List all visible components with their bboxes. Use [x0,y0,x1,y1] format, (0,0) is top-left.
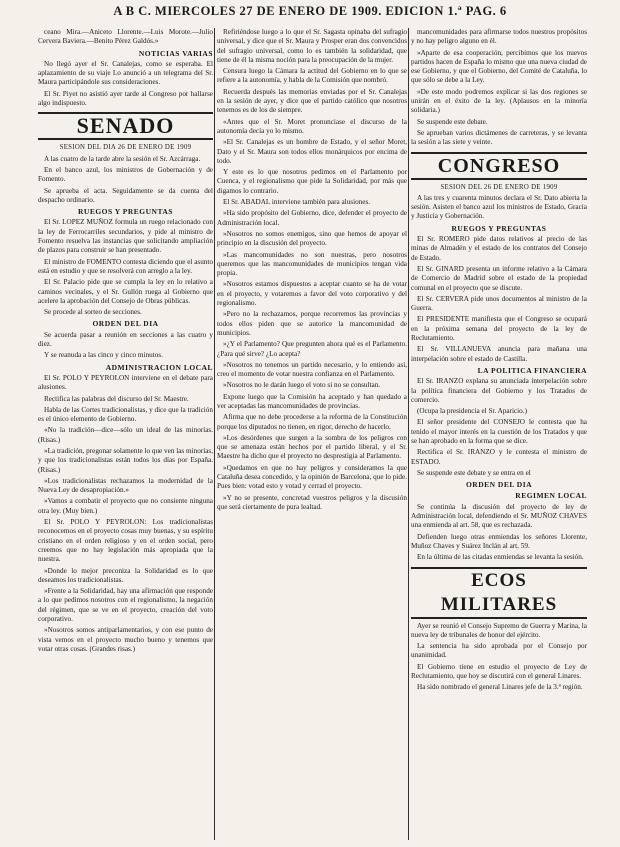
debate-paragraph: Y este es lo que nosotros pedimos en el Parlamento por Cuenca, y el regionalismo que pide la Solidaridad, por más que digamos lo contrario. [217,168,407,195]
ruegos-paragraph: El PRESIDENTE manifiesta que el Congreso se ocupará en la próxima semana del proyecto de la ley de Reclutamiento. [411,315,587,343]
debate-paragraph: El Sr. ABADAL interviene también para alusiones. [223,198,371,207]
debate-paragraph: »El Sr. Canalejas es un hombre de Estado, y el señor Moret, Dato y el Sr. Maura son todos ellos monárquicos por encima de todo. [217,138,407,165]
administracion-local-heading: ADMINISTRACION LOCAL [105,362,213,372]
admin-paragraph: Habla de las Cortes tradicionalistas, y dice que la tradición es el único elemento de Gobierno. [38,405,213,424]
debate-paragraph: Afirma que no debe procederse a la reforma de la Constitución porque los diputados no tienen, en rigor, derecho de hacerlo. [217,413,407,431]
politica-paragraph: Se suspende este debate y se entra en el [417,468,531,477]
admin-paragraph: »La tradición, pregonar solamente lo que ven las minorías, y que los tradicionalistas están todos los días por España. (Risas.) [38,446,213,474]
senado-title: SENADO [38,112,213,140]
orden-paragraph: Y se reanuda a las cinco y cinco minutos. [44,351,163,360]
debate-paragraph: Expone luego que la Comisión ha aceptado y han quedado a ver aceptadas las mancomunidades de provincias. [217,392,407,410]
admin-paragraph: »Frente a la Solidaridad, hay una afirmación que responde a lo que pedimos nosotros con el regionalismo, la negación del régimen, que se ve en el proyecto, creación del voto corporativo. [38,587,213,624]
debate-paragraph: Censura luego la Cámara la actitud del Gobierno en lo que se refiere a la autonomía, y habla de la Comisión que nombró. [217,67,407,85]
noticia-paragraph: No llegó ayer el Sr. Canalejas, como se esperaba. El aplazamiento de su viaje Lo anunció a un telegrama del Sr. Maura participándole sus consideraciones. [38,59,213,87]
intro-paragraph: ceano Mira.—Aniceto Llorente.—Luis Morote.—Julio Cervera Baviera.—Benito Pérez Galdós.» [38,28,213,46]
column-right [411,28,587,840]
page-header-title: A B C. MIERCOLES 27 DE ENERO DE 1909. EDICION 1.ª PAG. 6 [113,4,507,18]
debate-paragraph: »¿Y el Parlamento? Que pregunten ahora qué es el Parlamento. ¿Para qué sirve? ¿Lo acepta? [217,340,407,358]
admin-paragraph: El Sr. POLO Y PEYROLON interviene en el debate para alusiones. [38,373,213,392]
senado-dateline: SESION DEL DIA 26 DE ENERO DE 1909 [59,144,192,152]
regimen-paragraph: Defienden luego otras enmiendas los señores Llorente, Muñoz Chaves y Suárez Inclán al art. 59. [411,532,587,550]
debate-paragraph: »Y no se presente, concretad vuestros peligros y la discusión que será ciertamente de pura lealtad. [217,493,407,511]
ruegos-heading: RUEGOS Y PREGUNTAS [78,207,173,217]
congreso-paragraph: A las tres y cuarenta minutos declara el Sr. Dato abierta la sesión. Asisten el banco azul los ministros de Estado, Gracia y Justicia y Gobernación. [411,193,587,221]
column-divider [214,28,215,840]
politica-paragraph: El Sr. IRANZO explana su anunciada interpelación sobre la política financiera del Gobierno y los Tratados de comercio. [411,377,587,404]
admin-paragraph: »Los tradicionalistas rechazamos la modernidad de la Nueva Ley de desapropiación.» [38,476,213,495]
admin-paragraph: «No la tradición—dice—sólo un ideal de las minorías. (Risas.) [38,426,213,444]
congreso-title: CONGRESO [411,152,587,180]
ruegos-heading: RUEGOS Y PREGUNTAS [451,223,547,233]
orden-del-dia-heading: ORDEN DEL DIA [465,480,533,490]
politica-financiera-heading: LA POLITICA FINANCIERA [477,365,587,375]
debate-paragraph: »Ha sido propósito del Gobierno, dice, defender el proyecto de Administración local. [217,209,407,227]
debate-paragraph: «Antes que el Sr. Moret pronunciase el discurso de la autonomía decía yo lo mismo. [217,117,407,135]
admin-paragraph: Rectifica las palabras del discurso del Sr. Maestre. [44,394,189,403]
orden-paragraph: Se acuerda pasar a reunión en secciones a las cuatro y diez. [38,330,213,349]
politica-paragraph: El señor presidente del CONSEJO le contesta que ha tenido el mayor interés en la cuestión de los Tratados y que se han aprobado en la forma que se dice. [411,418,587,445]
ruegos-paragraph: El ministro de FOMENTO contesta diciendo que el asunto está en estudio y que se resolverá con arreglo a la ley. [38,257,213,275]
column-middle [217,28,407,840]
politica-paragraph: Rectifica el Sr. IRANZO y le contesta el ministro de ESTADO. [411,448,587,466]
ecos-militares-title: ECOS MILITARES [411,567,587,619]
noticia-paragraph: El Sr. Piyet no asistió ayer tarde al Congreso por hallarse algo indispuesto. [38,89,213,108]
ecos-paragraph: La sentencia ha sido aprobada por el Consejo por unanimidad. [411,642,587,660]
noticias-varias-heading: NOTICIAS VARIAS [138,48,213,58]
top-paragraph: Se aprueban varios dictámenes de carreteras, y se levanta la sesión a las siete y veinte. [411,128,587,147]
ruegos-paragraph: El Sr. GINARD presenta un informe relativo a la Cámara de Comercio de Madrid sobre el estado de la propiedad comunal en el proyecto que se discute. [411,264,587,292]
column-divider [408,28,409,840]
admin-paragraph: »Vamos a combatir el proyecto que no consiente ninguna otra ley. (Muy bien.) [38,497,213,515]
column-left [38,28,213,840]
top-paragraph: »Aparte de esa cooperación, percibimos que los nuevos partidos hacen de España lo mismo que una nueva ciudad de ese Gobierno, y que el Gobierno, del Comité de Cataluña, lo que sólo se debe a la Ley. [411,48,587,85]
debate-paragraph: »Pero no la rechazamos, porque recorremos las provincias y todos ellos piden que se autorice la mancomunidad de municipios. [217,310,407,337]
regimen-local-heading: REGIMEN LOCAL [515,491,587,501]
orden-del-dia-heading: ORDEN DEL DIA [92,319,159,329]
ruegos-paragraph: El Sr. CERVERA pide unos documentos al ministro de la Guerra. [411,294,587,313]
ruegos-paragraph: El Sr. VILLANUEVA anuncia para mañana una interpelación sobre el estado de Castilla. [411,345,587,363]
admin-paragraph: El Sr. POLO Y PEYROLON: Los tradicionalistas reconocemos en el proyecto cosas muy buenas, y su espíritu cristiano en el orden religioso y en el orden social, pero creemos que no hay legislación más apropiada que la nuestra. [38,518,213,564]
top-paragraph: mancomunidades para afirmarse todos nuestros propósitos y no hay peligro alguno en él. [411,28,587,46]
senado-paragraph: Se aprueba el acta. Seguidamente se da cuenta del despacho ordinario. [38,186,213,204]
debate-paragraph: Refiriéndose luego a lo que el Sr. Sagasta opinaba del sufragio universal, y dice que el Sr. Maura y Prosper eran dos convencidos del sufragio universal, como lo es también la solidaridad, que tiene de él la misma noción para la preocupación de la mujer. [217,28,407,64]
debate-paragraph: »Nosotros no somos enemigos, sino que hemos de apoyar el principio en la discusión del proyecto. [217,229,407,248]
page-header [0,4,620,26]
regimen-paragraph: En la última de las citadas enmiendas se levanta la sesión. [417,553,584,562]
ecos-paragraph: El Gobierno tiene en estudio el proyecto de Ley de Reclutamiento, que hoy se discutirá con el general Linares. [411,662,587,681]
admin-paragraph: »Nosotros somos antiparlamentarios, y con ese punto de vista vemos en el proyecto mucho bueno y tenemos que votar otras cosas. (Grandes risas.) [38,626,213,653]
debate-paragraph: »Nosotros no tenemos un partido necesario, y lo entiendo así, creo el momento de votar nuestra confianza en el Parlamento. [217,360,407,379]
ruegos-paragraph: El Sr. Palacio pide que se cumpla la ley en lo relativo a caminos vecinales, y el Sr. Gullón ruega al Gobierno que acelere la aprobación del Consejo de Obras públicas. [38,278,213,305]
debate-paragraph: Recuerda después las memorias enviadas por el Sr. Canalejas en la sesión de ayer, y dice que el partido católico que nosotros tenemos es de los de siempre. [217,87,407,115]
ecos-paragraph: Ha sido nombrado el general Linares jefe de la 3.ª región. [417,683,583,692]
debate-paragraph: »Las mancomunidades no son nuestras, pero nosotros queremos que las mancomunidades de municipios tengan vida propia. [217,250,407,278]
congreso-dateline: SESION DEL 26 DE ENERO DE 1909 [440,183,558,191]
debate-paragraph: »Nosotros estamos dispuestos a aceptar cuanto se ha de votar en el proyecto, y votaremos a favor del voto corporativo y del regionalismo. [217,280,407,308]
ruegos-paragraph: El Sr. LOPEZ MUÑOZ formula un ruego relacionado con la ley de Ferrocarriles secundarios, y pide al ministro de Fomento resuelva las instancias que solicitando ampliación de plazos para construir se han presentado. [38,218,213,255]
regimen-paragraph: Se continúa la discusión del proyecto de ley de Administración local, defendiendo el Sr. MUÑOZ CHAVES una enmienda al art. 58, que es rechazada. [411,502,587,530]
debate-paragraph: »Nosotros no le darán luego el voto si no se consultan. [223,381,381,390]
ecos-paragraph: Ayer se reunió el Consejo Supremo de Guerra y Marina, la nueva ley de tribunales de honor del ejército. [411,621,587,639]
senado-paragraph: En el banco azul, los ministros de Gobernación y de Fomento. [38,165,213,184]
senado-paragraph: A las cuatro de la tarde abre la sesión el Sr. Azcárraga. [44,154,201,163]
ruegos-paragraph: El Sr. ROMERO pide datos relativos al precio de las minas de Almadén y el estado de los contratos del Consejo de Estado. [411,235,587,262]
politica-paragraph: (Ocupa la presidencia el Sr. Aparicio.) [417,407,527,416]
top-paragraph: Se suspende este debate. [417,117,488,126]
debate-paragraph: »Los desórdenes que surgen a la sombra de los peligros con que se amenaza están hechos por el partido liberal, y el Sr. Maestre ha dicho que el proyecto no desprestigia al Parlamento. [217,433,407,461]
ruegos-paragraph: Se procede al sorteo de secciones. [44,308,142,317]
top-paragraph: »De este modo podremos explicar si las dos regiones se unirán en el éxito de la ley. (Aplausos en la minoría solidaria.) [411,87,587,115]
admin-paragraph: »Donde lo mejor preconiza la Solidaridad es lo que deseamos los tradicionalistas. [38,566,213,584]
debate-paragraph: »Quedamos en que no hay peligros y consideramos la que Cataluña desea concedido, y la opinión de Barcelona, que lo pide. Pues bien: votad esto y votad y cerrad el proyecto. [217,463,407,491]
